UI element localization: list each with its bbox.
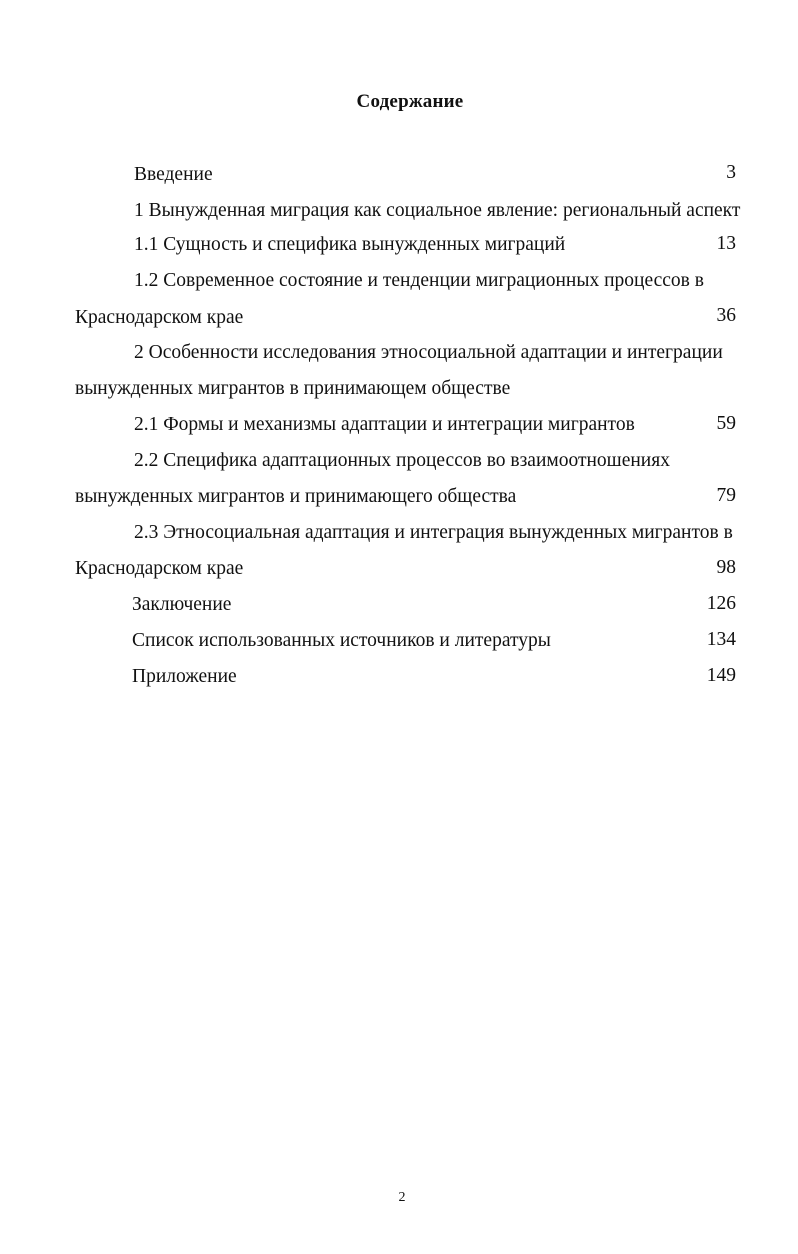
toc-label-line1: 2.3 Этносоциальная адаптация и интеграция вынужденных мигрантов в bbox=[134, 522, 733, 543]
toc-page: 13 bbox=[716, 233, 736, 254]
toc-label-line2: Краснодарском крае bbox=[75, 558, 244, 579]
toc-page: 79 bbox=[716, 485, 736, 506]
toc-label: Заключение bbox=[132, 594, 232, 615]
toc-label-line2: Краснодарском крае bbox=[75, 307, 244, 328]
toc-label-line1: 2 Особенности исследования этносоциальной адаптации и интеграции bbox=[134, 342, 723, 363]
page-title: Содержание bbox=[356, 91, 464, 112]
toc-label: Приложение bbox=[132, 666, 237, 687]
toc-page: 98 bbox=[716, 557, 736, 578]
page-number: 2 bbox=[398, 1190, 406, 1205]
toc-page: 134 bbox=[706, 629, 736, 650]
toc-page: 149 bbox=[706, 665, 736, 686]
toc-page: 3 bbox=[726, 162, 736, 183]
toc-label: 1.1 Сущность и специфика вынужденных миграций bbox=[134, 234, 566, 255]
toc-label: Введение bbox=[134, 164, 213, 185]
toc-label-line1: 1.2 Современное состояние и тенденции миграционных процессов в bbox=[134, 270, 704, 291]
toc-label-line1: 2.2 Специфика адаптационных процессов во взаимоотношениях bbox=[134, 450, 670, 471]
toc-label: 2.1 Формы и механизмы адаптации и интеграции мигрантов bbox=[134, 414, 635, 435]
toc-label-line2: вынужденных мигрантов и принимающего общества bbox=[75, 486, 517, 507]
toc-label: 1 Вынужденная миграция как социальное явление: региональный аспект bbox=[134, 200, 741, 221]
toc-page: 36 bbox=[716, 305, 736, 326]
toc-page: 59 bbox=[716, 413, 736, 434]
toc-page: 126 bbox=[706, 593, 736, 614]
toc-label: Список использованных источников и литературы bbox=[132, 630, 551, 651]
toc-label-line2: вынужденных мигрантов в принимающем обществе bbox=[75, 378, 511, 399]
